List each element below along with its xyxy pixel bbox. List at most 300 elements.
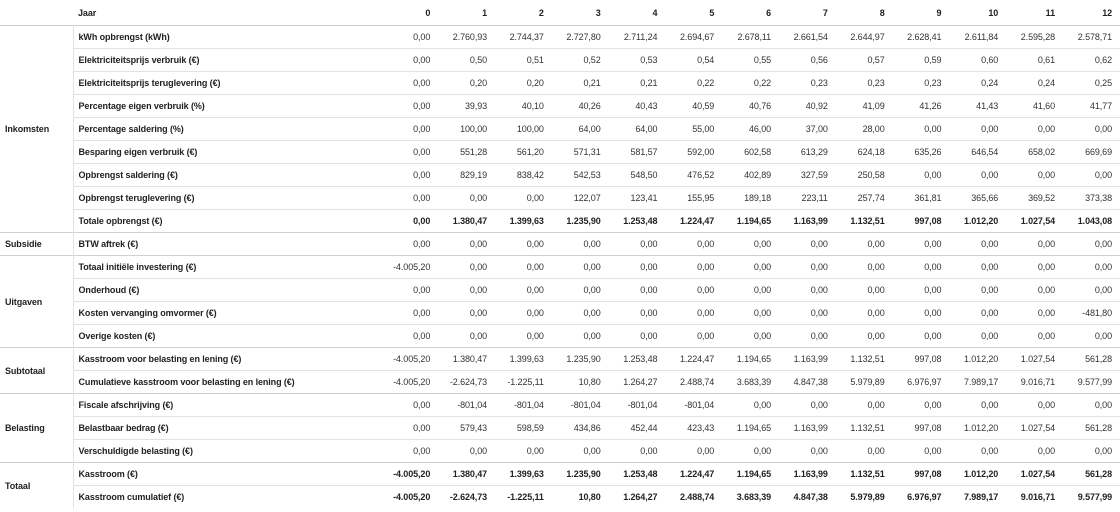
row-label: Kasstroom voor belasting en lening (€) xyxy=(73,348,351,371)
value-cell: 0,00 xyxy=(949,302,1006,325)
value-cell: 1.132,51 xyxy=(836,463,893,486)
value-cell: 0,00 xyxy=(893,118,950,141)
value-cell: 0,00 xyxy=(836,256,893,279)
value-cell: 373,38 xyxy=(1063,187,1120,210)
value-cell: 1.224,47 xyxy=(665,210,722,233)
value-cell: 0,24 xyxy=(1006,72,1063,95)
value-cell: 1.253,48 xyxy=(609,210,666,233)
value-cell: 0,00 xyxy=(351,325,438,348)
row-label: Kosten vervanging omvormer (€) xyxy=(73,302,351,325)
value-cell: 9.016,71 xyxy=(1006,486,1063,509)
value-cell: 41,43 xyxy=(949,95,1006,118)
value-cell: 10,80 xyxy=(552,371,609,394)
value-cell: 0,00 xyxy=(949,233,1006,256)
value-cell: -801,04 xyxy=(552,394,609,417)
value-cell: 0,59 xyxy=(893,49,950,72)
value-cell: 2.760,93 xyxy=(438,26,495,49)
row-label: Fiscale afschrijving (€) xyxy=(73,394,351,417)
value-cell: 0,00 xyxy=(552,256,609,279)
value-cell: 1.380,47 xyxy=(438,348,495,371)
value-cell: 0,00 xyxy=(1006,279,1063,302)
section-label: Subsidie xyxy=(0,233,73,256)
value-cell: 0,00 xyxy=(1006,256,1063,279)
row-label: Opbrengst saldering (€) xyxy=(73,164,351,187)
value-cell: 0,00 xyxy=(949,440,1006,463)
value-cell: 1.399,63 xyxy=(495,463,552,486)
value-cell: 1.012,20 xyxy=(949,348,1006,371)
value-cell: 1.380,47 xyxy=(438,463,495,486)
table-row xyxy=(0,164,1120,187)
value-cell: 2.628,41 xyxy=(893,26,950,49)
value-cell: 2.644,97 xyxy=(836,26,893,49)
value-cell: -481,80 xyxy=(1063,302,1120,325)
table-row xyxy=(0,141,1120,164)
value-cell: 0,23 xyxy=(836,72,893,95)
row-label: Opbrengst teruglevering (€) xyxy=(73,187,351,210)
value-cell: 561,28 xyxy=(1063,417,1120,440)
value-cell: 2.578,71 xyxy=(1063,26,1120,49)
header-row xyxy=(0,0,1120,26)
value-cell: 1.194,65 xyxy=(722,348,779,371)
value-cell: 6.976,97 xyxy=(893,371,950,394)
value-cell: 0,00 xyxy=(438,187,495,210)
value-cell: 0,00 xyxy=(836,302,893,325)
value-cell: 0,00 xyxy=(609,302,666,325)
value-cell: 1.012,20 xyxy=(949,210,1006,233)
value-cell: 64,00 xyxy=(609,118,666,141)
value-cell: 0,00 xyxy=(552,233,609,256)
value-cell: 0,00 xyxy=(893,256,950,279)
value-cell: 0,00 xyxy=(351,49,438,72)
value-cell: 1.264,27 xyxy=(609,486,666,509)
value-cell: 0,20 xyxy=(438,72,495,95)
value-cell: 0,00 xyxy=(495,302,552,325)
value-cell: -2.624,73 xyxy=(438,371,495,394)
value-cell: 41,60 xyxy=(1006,95,1063,118)
value-cell: 1.163,99 xyxy=(779,463,836,486)
value-cell: 4.847,38 xyxy=(779,371,836,394)
value-cell: 551,28 xyxy=(438,141,495,164)
value-cell: 1.027,54 xyxy=(1006,348,1063,371)
value-cell: 624,18 xyxy=(836,141,893,164)
table-row xyxy=(0,26,1120,49)
value-cell: 542,53 xyxy=(552,164,609,187)
table-row xyxy=(0,302,1120,325)
value-cell: 0,00 xyxy=(665,233,722,256)
value-cell: 598,59 xyxy=(495,417,552,440)
value-cell: 1.224,47 xyxy=(665,463,722,486)
value-cell: -2.624,73 xyxy=(438,486,495,509)
value-cell: 571,31 xyxy=(552,141,609,164)
value-cell: 0,00 xyxy=(779,279,836,302)
value-cell: 0,00 xyxy=(779,256,836,279)
value-cell: 55,00 xyxy=(665,118,722,141)
value-cell: 0,00 xyxy=(609,233,666,256)
value-cell: 0,23 xyxy=(779,72,836,95)
value-cell: 0,00 xyxy=(836,233,893,256)
value-cell: 2.711,24 xyxy=(609,26,666,49)
value-cell: 0,00 xyxy=(722,256,779,279)
header-year-4: 4 xyxy=(652,7,658,18)
value-cell: 0,00 xyxy=(495,187,552,210)
value-cell: 41,09 xyxy=(836,95,893,118)
value-cell: 0,00 xyxy=(351,233,438,256)
value-cell: 1.163,99 xyxy=(779,210,836,233)
value-cell: 0,00 xyxy=(351,279,438,302)
value-cell: 1.253,48 xyxy=(609,463,666,486)
value-cell: 548,50 xyxy=(609,164,666,187)
value-cell: 122,07 xyxy=(552,187,609,210)
value-cell: 0,00 xyxy=(351,394,438,417)
value-cell: 1.132,51 xyxy=(836,210,893,233)
value-cell: 838,42 xyxy=(495,164,552,187)
value-cell: 0,00 xyxy=(949,394,1006,417)
value-cell: 0,00 xyxy=(949,118,1006,141)
value-cell: 369,52 xyxy=(1006,187,1063,210)
value-cell: 3.683,39 xyxy=(722,371,779,394)
value-cell: 561,28 xyxy=(1063,463,1120,486)
value-cell: 0,51 xyxy=(495,49,552,72)
value-cell: 0,00 xyxy=(1063,394,1120,417)
value-cell: 0,00 xyxy=(665,279,722,302)
table-row xyxy=(0,256,1120,279)
value-cell: 4.847,38 xyxy=(779,486,836,509)
value-cell: 0,22 xyxy=(722,72,779,95)
table-row xyxy=(0,187,1120,210)
value-cell: 0,61 xyxy=(1006,49,1063,72)
table-row xyxy=(0,49,1120,72)
row-label: Totaal initiële investering (€) xyxy=(73,256,351,279)
value-cell: 0,21 xyxy=(609,72,666,95)
value-cell: 1.224,47 xyxy=(665,348,722,371)
value-cell: 1.399,63 xyxy=(495,210,552,233)
value-cell: 2.661,54 xyxy=(779,26,836,49)
value-cell: 1.027,54 xyxy=(1006,417,1063,440)
value-cell: 2.488,74 xyxy=(665,371,722,394)
value-cell: 0,00 xyxy=(438,440,495,463)
value-cell: 0,00 xyxy=(495,256,552,279)
value-cell: 155,95 xyxy=(665,187,722,210)
value-cell: 2.694,67 xyxy=(665,26,722,49)
row-label: kWh opbrengst (kWh) xyxy=(73,26,351,49)
value-cell: 997,08 xyxy=(893,210,950,233)
value-cell: 1.163,99 xyxy=(779,348,836,371)
value-cell: 0,00 xyxy=(438,279,495,302)
value-cell: 613,29 xyxy=(779,141,836,164)
value-cell: 0,00 xyxy=(836,279,893,302)
value-cell: 41,26 xyxy=(893,95,950,118)
value-cell: 0,00 xyxy=(495,440,552,463)
value-cell: 0,00 xyxy=(665,440,722,463)
table-body xyxy=(0,26,1120,509)
value-cell: 0,00 xyxy=(351,95,438,118)
value-cell: 361,81 xyxy=(893,187,950,210)
header-year-7: 7 xyxy=(822,7,828,18)
row-label: Percentage saldering (%) xyxy=(73,118,351,141)
value-cell: 5.979,89 xyxy=(836,371,893,394)
table-row xyxy=(0,417,1120,440)
value-cell: 0,57 xyxy=(836,49,893,72)
value-cell: 1.235,90 xyxy=(552,463,609,486)
header-year-11: 11 xyxy=(1045,7,1055,18)
value-cell: -4.005,20 xyxy=(351,371,438,394)
row-label: Percentage eigen verbruik (%) xyxy=(73,95,351,118)
table-row xyxy=(0,233,1120,256)
value-cell: 0,00 xyxy=(665,256,722,279)
value-cell: 1.399,63 xyxy=(495,348,552,371)
value-cell: 0,00 xyxy=(1063,279,1120,302)
value-cell: 635,26 xyxy=(893,141,950,164)
value-cell: -801,04 xyxy=(438,394,495,417)
value-cell: 0,60 xyxy=(949,49,1006,72)
header-year-2: 2 xyxy=(538,7,544,18)
header-year-10: 10 xyxy=(988,7,999,18)
value-cell: 1.163,99 xyxy=(779,417,836,440)
value-cell: 100,00 xyxy=(438,118,495,141)
value-cell: 476,52 xyxy=(665,164,722,187)
value-cell: 28,00 xyxy=(836,118,893,141)
value-cell: 0,00 xyxy=(1006,118,1063,141)
value-cell: 0,00 xyxy=(495,279,552,302)
header-year-6: 6 xyxy=(766,7,772,18)
value-cell: 327,59 xyxy=(779,164,836,187)
value-cell: 0,00 xyxy=(722,440,779,463)
value-cell: 579,43 xyxy=(438,417,495,440)
value-cell: 0,00 xyxy=(351,141,438,164)
value-cell: 592,00 xyxy=(665,141,722,164)
value-cell: 2.488,74 xyxy=(665,486,722,509)
value-cell: 7.989,17 xyxy=(949,486,1006,509)
header-year-3: 3 xyxy=(595,7,601,18)
row-label: Kasstroom (€) xyxy=(73,463,351,486)
value-cell: 0,00 xyxy=(438,302,495,325)
value-cell: 0,00 xyxy=(609,325,666,348)
value-cell: 0,00 xyxy=(836,440,893,463)
value-cell: 561,20 xyxy=(495,141,552,164)
value-cell: 1.012,20 xyxy=(949,417,1006,440)
value-cell: 829,19 xyxy=(438,164,495,187)
value-cell: 0,00 xyxy=(495,325,552,348)
value-cell: 0,00 xyxy=(949,279,1006,302)
value-cell: 1.012,20 xyxy=(949,463,1006,486)
value-cell: 0,00 xyxy=(836,394,893,417)
table-row xyxy=(0,279,1120,302)
value-cell: 0,52 xyxy=(552,49,609,72)
row-label: Overige kosten (€) xyxy=(73,325,351,348)
value-cell: -1.225,11 xyxy=(495,371,552,394)
value-cell: 0,00 xyxy=(1063,118,1120,141)
value-cell: 669,69 xyxy=(1063,141,1120,164)
value-cell: 0,00 xyxy=(609,279,666,302)
value-cell: 0,00 xyxy=(779,233,836,256)
value-cell: 0,00 xyxy=(552,440,609,463)
table-row xyxy=(0,325,1120,348)
table-row xyxy=(0,371,1120,394)
value-cell: 1.235,90 xyxy=(552,348,609,371)
row-label: Kasstroom cumulatief (€) xyxy=(73,486,351,509)
value-cell: 3.683,39 xyxy=(722,486,779,509)
value-cell: 0,00 xyxy=(1063,233,1120,256)
value-cell: 2.678,11 xyxy=(722,26,779,49)
value-cell: 0,00 xyxy=(552,302,609,325)
value-cell: 37,00 xyxy=(779,118,836,141)
value-cell: 0,00 xyxy=(779,440,836,463)
value-cell: 0,00 xyxy=(1063,440,1120,463)
row-label: Belastbaar bedrag (€) xyxy=(73,417,351,440)
value-cell: 0,00 xyxy=(722,233,779,256)
value-cell: 0,56 xyxy=(779,49,836,72)
value-cell: 997,08 xyxy=(893,463,950,486)
value-cell: 223,11 xyxy=(779,187,836,210)
header-year-12: 12 xyxy=(1102,7,1112,18)
value-cell: 0,00 xyxy=(893,279,950,302)
value-cell: 0,00 xyxy=(893,233,950,256)
value-cell: 0,00 xyxy=(438,233,495,256)
value-cell: 2.727,80 xyxy=(552,26,609,49)
header-year-label: Jaar xyxy=(78,7,97,18)
value-cell: -801,04 xyxy=(665,394,722,417)
value-cell: 1.264,27 xyxy=(609,371,666,394)
value-cell: -801,04 xyxy=(495,394,552,417)
row-label: Besparing eigen verbruik (€) xyxy=(73,141,351,164)
value-cell: 0,00 xyxy=(949,325,1006,348)
value-cell: 0,00 xyxy=(893,440,950,463)
value-cell: 1.043,08 xyxy=(1063,210,1120,233)
value-cell: 0,00 xyxy=(438,256,495,279)
value-cell: 0,00 xyxy=(893,394,950,417)
table-row xyxy=(0,95,1120,118)
value-cell: 0,22 xyxy=(665,72,722,95)
table-row xyxy=(0,440,1120,463)
value-cell: 0,00 xyxy=(1063,164,1120,187)
value-cell: -801,04 xyxy=(609,394,666,417)
value-cell: 9.016,71 xyxy=(1006,371,1063,394)
header-year-8: 8 xyxy=(879,7,885,18)
value-cell: 997,08 xyxy=(893,417,950,440)
value-cell: 0,00 xyxy=(609,440,666,463)
value-cell: 0,21 xyxy=(552,72,609,95)
header-year-5: 5 xyxy=(709,7,715,18)
value-cell: 0,00 xyxy=(722,279,779,302)
value-cell: 0,00 xyxy=(665,302,722,325)
value-cell: -4.005,20 xyxy=(351,256,438,279)
value-cell: 0,00 xyxy=(779,302,836,325)
value-cell: 5.979,89 xyxy=(836,486,893,509)
value-cell: 452,44 xyxy=(609,417,666,440)
value-cell: 0,00 xyxy=(1006,440,1063,463)
value-cell: 1.132,51 xyxy=(836,348,893,371)
value-cell: 100,00 xyxy=(495,118,552,141)
header-year-9: 9 xyxy=(936,7,942,18)
header-year-1: 1 xyxy=(482,7,488,18)
value-cell: 602,58 xyxy=(722,141,779,164)
value-cell: 0,00 xyxy=(351,210,438,233)
value-cell: 123,41 xyxy=(609,187,666,210)
value-cell: 189,18 xyxy=(722,187,779,210)
value-cell: 1.194,65 xyxy=(722,210,779,233)
value-cell: 1.027,54 xyxy=(1006,210,1063,233)
section-label: Uitgaven xyxy=(0,256,73,348)
value-cell: 0,62 xyxy=(1063,49,1120,72)
value-cell: 1.253,48 xyxy=(609,348,666,371)
value-cell: -4.005,20 xyxy=(351,486,438,509)
value-cell: 40,59 xyxy=(665,95,722,118)
value-cell: 423,43 xyxy=(665,417,722,440)
value-cell: 250,58 xyxy=(836,164,893,187)
value-cell: 646,54 xyxy=(949,141,1006,164)
value-cell: 0,00 xyxy=(351,187,438,210)
value-cell: 0,00 xyxy=(351,164,438,187)
value-cell: 0,00 xyxy=(949,164,1006,187)
value-cell: 1.132,51 xyxy=(836,417,893,440)
row-label: Totale opbrengst (€) xyxy=(73,210,351,233)
value-cell: 41,77 xyxy=(1063,95,1120,118)
value-cell: 0,00 xyxy=(893,325,950,348)
value-cell: 0,20 xyxy=(495,72,552,95)
value-cell: 9.577,99 xyxy=(1063,371,1120,394)
value-cell: 0,25 xyxy=(1063,72,1120,95)
value-cell: 0,00 xyxy=(893,164,950,187)
value-cell: 39,93 xyxy=(438,95,495,118)
section-label: Subtotaal xyxy=(0,348,73,394)
value-cell: 0,00 xyxy=(665,325,722,348)
value-cell: 64,00 xyxy=(552,118,609,141)
row-label: Cumulatieve kasstroom voor belasting en lening (€) xyxy=(73,371,351,394)
value-cell: 0,50 xyxy=(438,49,495,72)
value-cell: 0,00 xyxy=(1063,256,1120,279)
value-cell: 0,53 xyxy=(609,49,666,72)
value-cell: 0,00 xyxy=(351,417,438,440)
value-cell: 434,86 xyxy=(552,417,609,440)
value-cell: 0,00 xyxy=(1006,325,1063,348)
header-year-0: 0 xyxy=(425,7,431,18)
value-cell: 40,10 xyxy=(495,95,552,118)
value-cell: 0,00 xyxy=(1006,233,1063,256)
value-cell: 0,00 xyxy=(836,325,893,348)
value-cell: 0,00 xyxy=(495,233,552,256)
row-label: BTW aftrek (€) xyxy=(73,233,351,256)
value-cell: 1.380,47 xyxy=(438,210,495,233)
value-cell: 0,00 xyxy=(438,325,495,348)
value-cell: 46,00 xyxy=(722,118,779,141)
value-cell: 581,57 xyxy=(609,141,666,164)
value-cell: 365,66 xyxy=(949,187,1006,210)
section-label: Inkomsten xyxy=(0,26,73,233)
header-section-cell xyxy=(0,0,73,26)
value-cell: 2.595,28 xyxy=(1006,26,1063,49)
value-cell: 0,00 xyxy=(1063,325,1120,348)
value-cell: 0,00 xyxy=(779,394,836,417)
value-cell: 0,55 xyxy=(722,49,779,72)
section-label: Totaal xyxy=(0,463,73,509)
value-cell: 257,74 xyxy=(836,187,893,210)
value-cell: 0,24 xyxy=(949,72,1006,95)
row-label: Verschuldigde belasting (€) xyxy=(73,440,351,463)
value-cell: 0,00 xyxy=(351,118,438,141)
table-row xyxy=(0,463,1120,486)
value-cell: 0,00 xyxy=(1006,394,1063,417)
value-cell: 0,00 xyxy=(722,325,779,348)
value-cell: 0,54 xyxy=(665,49,722,72)
row-label: Elektriciteitsprijs verbruik (€) xyxy=(73,49,351,72)
value-cell: 997,08 xyxy=(893,348,950,371)
value-cell: 40,92 xyxy=(779,95,836,118)
value-cell: 1.194,65 xyxy=(722,417,779,440)
value-cell: -1.225,11 xyxy=(495,486,552,509)
value-cell: 0,00 xyxy=(1006,302,1063,325)
value-cell: 0,00 xyxy=(552,325,609,348)
value-cell: 0,00 xyxy=(351,72,438,95)
